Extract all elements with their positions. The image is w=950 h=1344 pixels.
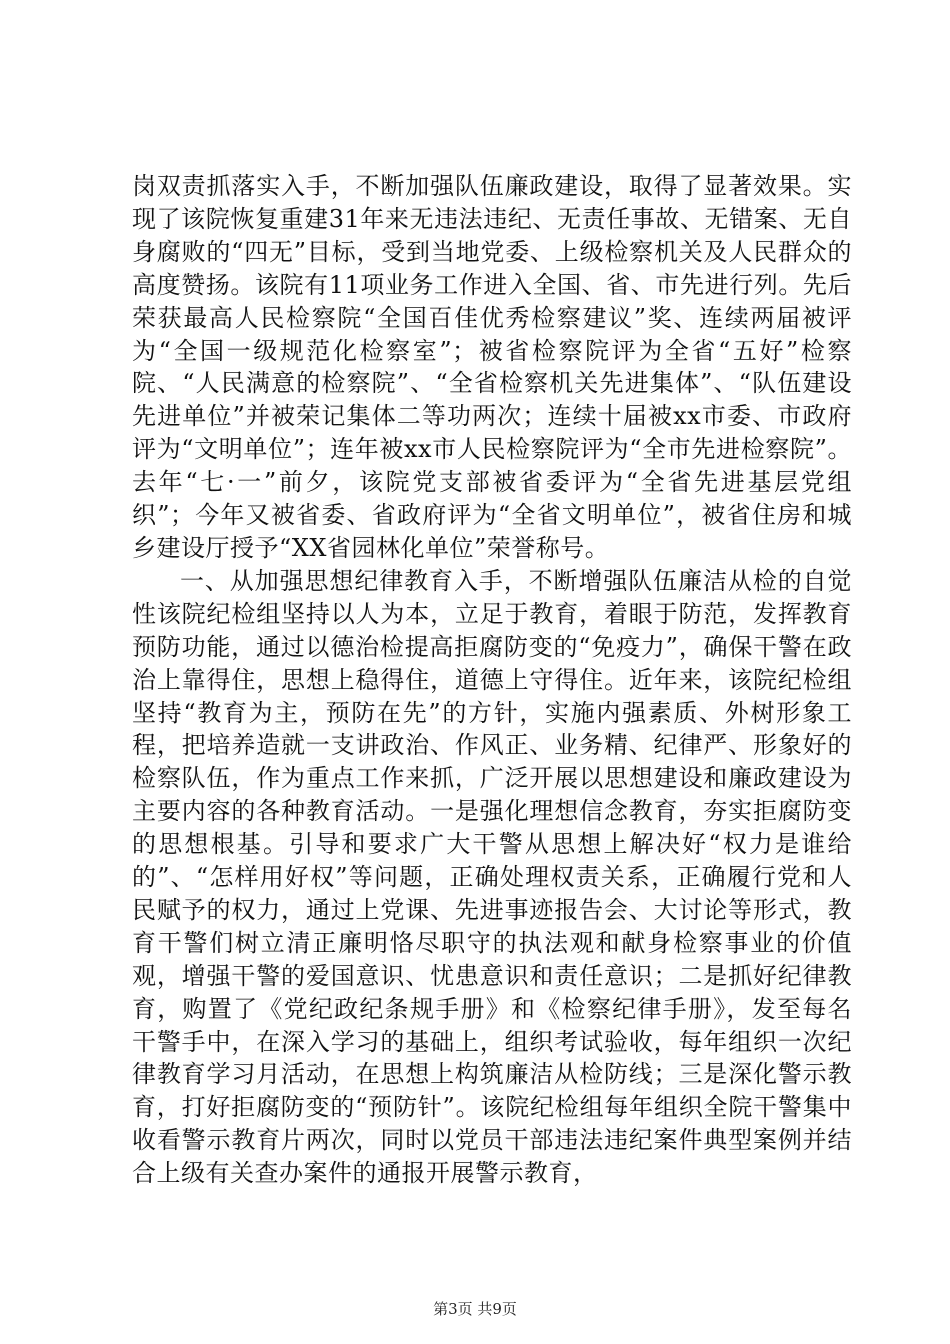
paragraph-continuation: 岗双责抓落实入手，不断加强队伍廉政建设，取得了显著效果。实现了该院恢复重建31年来无违法违纪、无责任事故、无错案、无自身腐败的“四无”目标，受到当地党委、上级检察机关及人民群众的高度赞扬。该院有11项业务工作进入全国、省、市先进行列。先后荣获最高人民检察院“全国百佳优秀检察建议”奖、连续两届被评为“全国一级规范化检察室”；被省检察院评为全省“五好”检察院、“人民满意的检察院”、“全省检察机关先进集体”、“队伍建设先进单位”并被荣记集体二等功两次；连续十届被xx市委、市政府评为“文明单位”；连年被xx市人民检察院评为“全市先进检察院”。去年“七·一”前夕，该院党支部被省委评为“全省先进基层党组织”；今年又被省委、省政府评为“全省文明单位”，被省住房和城乡建设厅授予“XX省园林化单位”荣誉称号。 bbox=[132, 172, 852, 562]
document-body bbox=[132, 170, 852, 1190]
paragraph-section-one: 一、从加强思想纪律教育入手，不断增强队伍廉洁从检的自觉性该院纪检组坚持以人为本，立足于教育，着眼于防范，发挥教育预防功能，通过以德治检提高拒腐防变的“免疫力”，确保干警在政治上靠得住，思想上稳得住，道德上守得住。近年来，该院纪检组坚持“教育为主，预防在先”的方针，实施内强素质、外树形象工程，把培养造就一支讲政治、作风正、业务精、纪律严、形象好的检察队伍，作为重点工作来抓，广泛开展以思想建设和廉政建设为主要内容的各种教育活动。一是强化理想信念教育，夯实拒腐防变的思想根基。引导和要求广大干警从思想上解决好“权力是谁给的”、“怎样用好权”等问题，正确处理权责关系，正确履行党和人民赋予的权力，通过上党课、先进事迹报告会、大讨论等形式，教育干警们树立清正廉明恪尽职守的执法观和献身检察事业的价值观，增强干警的爱国意识、忧患意识和责任意识；二是抓好纪律教育，购置了《党纪政纪条规手册》和《检察纪律手册》，发至每名干警手中，在深入学习的基础上，组织考试验收，每年组织一次纪律教育学习月活动，在思想上构筑廉洁从检防线；三是深化警示教育，打好拒腐防变的“预防针”。该院纪检组每年组织全院干警集中收看警示教育片两次，同时以党员干部违法违纪案件典型案例并结合上级有关查办案件的通报开展警示教育， bbox=[132, 566, 852, 1188]
page-number-footer: 第3页 共9页 bbox=[433, 1300, 517, 1318]
